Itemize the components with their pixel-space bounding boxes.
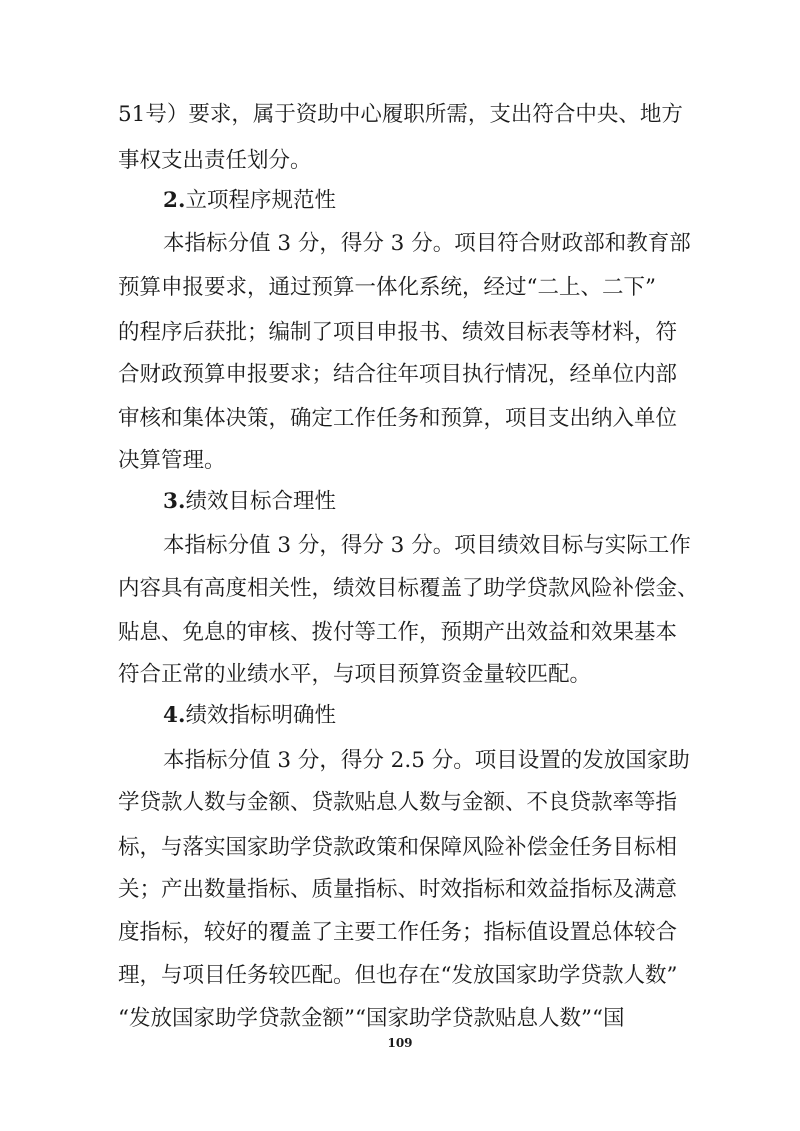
- body-line: 的程序后获批；编制了项目申报书、绩效目标表等材料，符: [118, 320, 678, 345]
- section-number: 3.: [163, 489, 186, 514]
- body-line: 标，与落实国家助学贷款政策和保障风险补偿金任务目标相: [118, 835, 678, 860]
- body-line: 事权支出责任划分。: [118, 148, 312, 173]
- section-title: 绩效目标合理性: [185, 489, 336, 514]
- section-heading: [163, 701, 336, 731]
- section-number: 4.: [163, 703, 186, 728]
- body-line: “发放国家助学贷款金额”“国家助学贷款贴息人数”“国: [118, 1006, 625, 1031]
- body-line: 本指标分值 3 分，得分 3 分。项目绩效目标与实际工作: [163, 533, 691, 558]
- body-line: 内容具有高度相关性，绩效目标覆盖了助学贷款风险补偿金、: [118, 576, 699, 601]
- body-line: 学贷款人数与金额、贷款贴息人数与金额、不良贷款率等指: [118, 790, 678, 815]
- section-title: 绩效指标明确性: [185, 703, 336, 728]
- body-line: 符合正常的业绩水平，与项目预算资金量较匹配。: [118, 662, 592, 687]
- body-line: 合财政预算申报要求；结合往年项目执行情况，经单位内部: [118, 362, 678, 387]
- body-line: 决算管理。: [118, 448, 226, 473]
- body-line: 审核和集体决策，确定工作任务和预算，项目支出纳入单位: [118, 406, 678, 431]
- page-number: 109: [387, 1036, 413, 1050]
- section-heading: [163, 487, 336, 517]
- body-line: 本指标分值 3 分，得分 3 分。项目符合财政部和教育部: [163, 231, 691, 256]
- body-line: 关；产出数量指标、质量指标、时效指标和效益指标及满意: [118, 877, 678, 902]
- section-heading: [163, 186, 336, 216]
- body-line: 预算申报要求，通过预算一体化系统，经过“二上、二下”: [118, 275, 656, 300]
- body-line: 理，与项目任务较匹配。但也存在“发放国家助学贷款人数”: [118, 963, 678, 988]
- body-line: 贴息、免息的审核、拨付等工作，预期产出效益和效果基本: [118, 620, 678, 645]
- section-number: 2.: [163, 188, 186, 213]
- body-line: 度指标，较好的覆盖了主要工作任务；指标值设置总体较合: [118, 920, 678, 945]
- body-line: 本指标分值 3 分，得分 2.5 分。项目设置的发放国家助: [163, 748, 690, 773]
- body-line: 51号）要求，属于资助中心履职所需，支出符合中央、地方: [118, 102, 683, 127]
- section-title: 立项程序规范性: [185, 188, 336, 213]
